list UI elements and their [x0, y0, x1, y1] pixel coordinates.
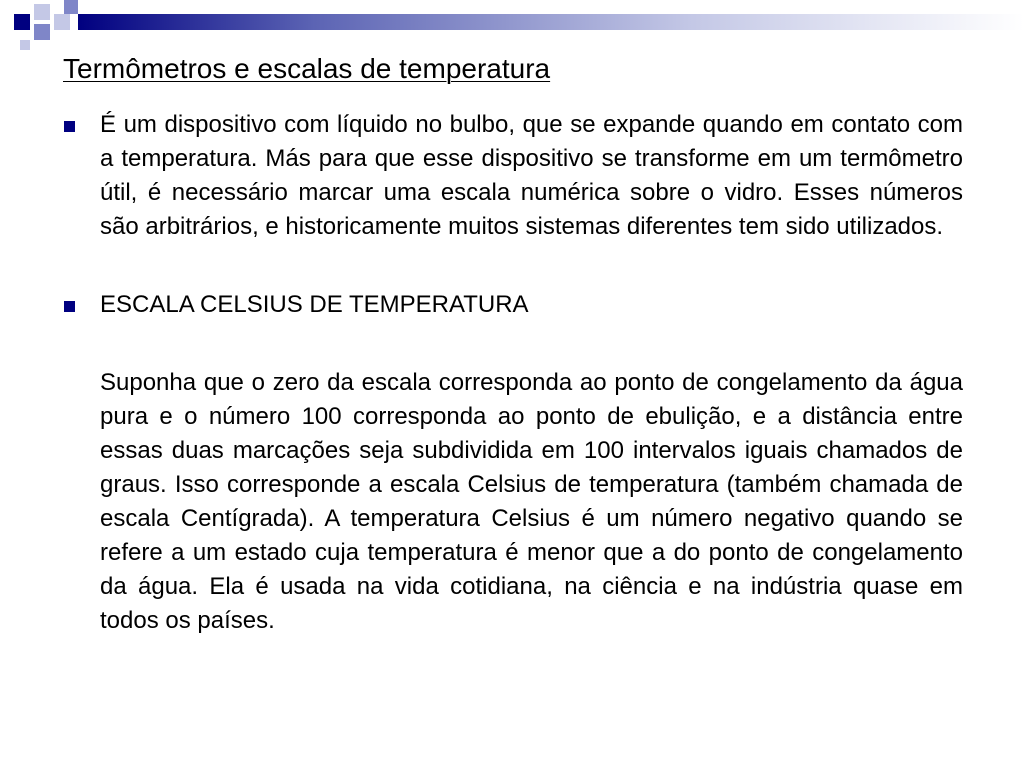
- decor-square: [14, 14, 30, 30]
- bullet-square-icon: [64, 301, 75, 312]
- bullet-square-icon: [64, 121, 75, 132]
- bullet-text: ESCALA CELSIUS DE TEMPERATURA: [100, 291, 529, 318]
- decor-square: [34, 24, 50, 40]
- decor-gradient-bar: [78, 14, 1024, 30]
- decor-square: [20, 40, 30, 50]
- decor-square: [34, 4, 50, 20]
- paragraph-text: Suponha que o zero da escala corresponda ao ponto de congelamento da água pura e o número 100 corresponda ao ponto de ebulição, e a distância entre essas duas marcações seja subdividida em 100 intervalos iguais chamados de graus. Isso corresponde a escala Celsius de temperatura (também chamada de escala Centígrada). A temperatura Celsius é um número negativo quando se refere a um estado cuja temperatura é menor que a do ponto de congelamento da água. Ela é usada na vida cotidiana, na ciência e na indústria quase em todos os países.: [100, 369, 963, 634]
- body-paragraph: [100, 366, 963, 638]
- bullet-text: É um dispositivo com líquido no bulbo, que se expande quando em contato com a temperatura. Más para que esse dispositivo se transforme em um termômetro útil, é necessário marcar uma escala numérica sobre o vidro. Esses números são arbitrários, e historicamente muitos sistemas diferentes tem sido utilizados.: [100, 111, 963, 240]
- slide-title: Termômetros e escalas de temperatura: [63, 53, 551, 84]
- decor-square: [64, 0, 78, 14]
- bullet-item: [100, 288, 963, 322]
- slide-body: [100, 108, 963, 638]
- slide-header-decoration: [0, 0, 1024, 50]
- bullet-item: [100, 108, 963, 244]
- decor-square: [54, 14, 70, 30]
